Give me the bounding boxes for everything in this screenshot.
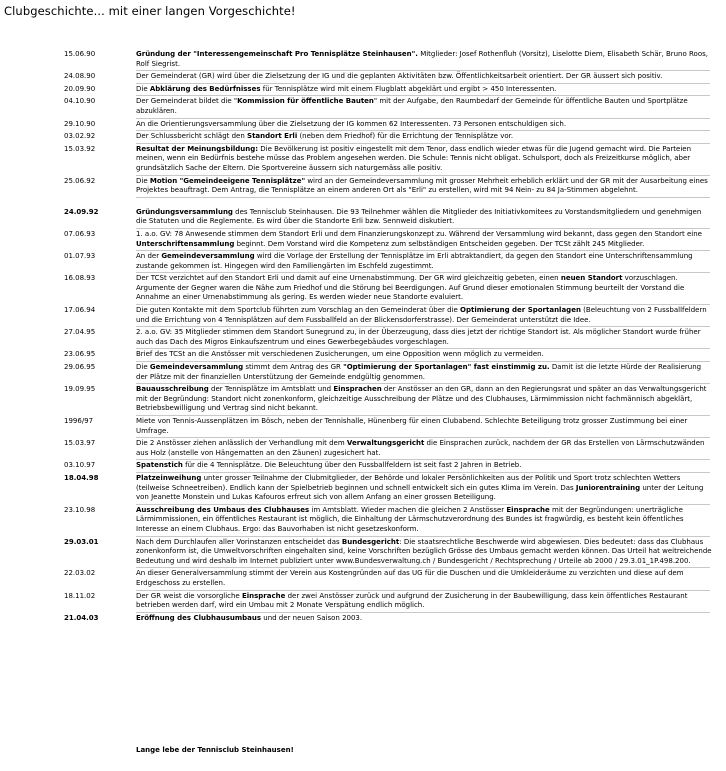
entry-date: 23.10.98	[64, 505, 96, 514]
timeline-entry	[0, 177, 726, 196]
timeline-entry	[0, 385, 726, 414]
entry-text	[136, 274, 714, 303]
entry-date: 25.06.92	[64, 176, 96, 185]
timeline-entry	[0, 461, 726, 471]
entry-date: 04.10.90	[64, 97, 96, 106]
entry-text	[136, 252, 714, 271]
entry-date: 27.04.95	[64, 328, 96, 337]
entry-text-segment: Mitglieder: Josef Rothenfluh (Vorsitz), Liselotte Diem, Elisabeth Schär, Bruno Roos, Rolf Siegrist.	[136, 50, 708, 68]
entry-divider	[136, 304, 710, 305]
entry-text-highlight: Gründung der "Interessengemeinschaft Pro Tennisplätze Steinhausen".	[136, 50, 418, 58]
entry-text-segment: An die Orientierungsversammlung über die Zielsetzung der IG kommen 62 Interessenten. 73 Personen entschuldigen sich.	[136, 119, 567, 128]
timeline-entry	[0, 50, 726, 69]
entry-date: 19.09.95	[64, 385, 96, 394]
entry-text-segment: stimmt dem Antrag des GR	[243, 363, 344, 372]
entry-date: 15.03.97	[64, 439, 96, 448]
entry-text-segment: An dieser Generalversammlung stimmt der Verein aus Kostengründen auf das UG für die Duschen und die Umkleideräume zu verzichten und diese auf dem Erdgeschoss zu erstellen.	[136, 569, 684, 587]
entry-text	[136, 350, 714, 360]
entry-text-segment: (neben dem Friedhof) für die Errichtung der Tennisplätze vor.	[297, 132, 514, 141]
entry-text-highlight: Bundesgericht	[341, 537, 400, 546]
entry-text	[136, 614, 714, 624]
entry-text-segment: Der Gemeinderat (GR) wird über die Zielsetzung der IG und die geplanten Aktivitäten bzw. Öffentlichkeitsarbeit orientiert. Der GR äussert sich positiv.	[136, 72, 663, 81]
entry-text-segment: im Amtsblatt. Wieder machen die gleichen 2 Anstösser	[309, 505, 507, 514]
entry-divider	[136, 415, 710, 416]
timeline-entry	[0, 592, 726, 611]
entry-text-highlight: Gründungsversammlung	[136, 207, 233, 216]
entry-text-segment: Die guten Kontakte mit dem Sportclub führten zum Vorschlag an den Gemeinderat über die	[136, 306, 461, 315]
timeline-entry	[0, 97, 726, 116]
entry-date: 29.03.01	[64, 537, 99, 546]
entry-text	[136, 538, 714, 567]
entry-text-highlight: Motion "Gemeindeeigene Tennisplätze"	[149, 176, 306, 185]
entry-text	[136, 120, 714, 130]
entry-date: 15.06.90	[64, 50, 96, 58]
entry-text-segment: 1. a.o. GV: 78 Anwesende stimmen dem Standort Erli und dem Finanzierungskonzept zu. Während der Versammlung wird bekannt, dass gegen den Standort eine	[136, 229, 702, 238]
entry-text-segment: Die 2 Anstösser ziehen anlässlich der Verhandlung mit dem	[136, 439, 347, 448]
page-title: Clubgeschichte... mit einer langen Vorgeschichte!	[4, 4, 296, 18]
entry-text-segment: Die Bevölkerung ist positiv eingestellt mit dem Tenor, dass endlich wieder etwas für die Jugend gemacht wird. Die Parteien meinen, wenn ein Bedürfnis bestehe müsse das Problem angesehen werden. Die Schule: Tennis nicht obligat. Schulsport, doch als Freizeitkurse möglich, aber grundsätzlich Sache der Eltern. Die Sportvereine äussern sich naturgemäss alle positiv.	[136, 144, 692, 172]
entry-text-segment: der zwei Anstösser zurück und aufgrund der Zusicherung in der Baubewilligung, dass kein öffentliches Restaurant betrieben werden darf, wird ein Umbau mit 2 Monate Verspätung endlich möglich.	[136, 591, 688, 610]
entry-text	[136, 145, 714, 174]
timeline-entry	[0, 474, 726, 503]
timeline-entry	[0, 538, 726, 567]
entry-text-segment: Nach dem Durchlaufen aller Vorinstanzen entscheidet das	[136, 537, 342, 546]
entry-text	[136, 230, 714, 249]
timeline-entry	[0, 72, 726, 82]
entry-text-highlight: Platzeinweihung	[136, 473, 202, 482]
entry-text-highlight: Optimierung der Sportanlagen	[460, 306, 581, 315]
entry-text-highlight: Eröffnung des Clubhausumbaus	[136, 613, 262, 622]
entry-text-segment: 2. a.o. GV: 35 Mitglieder stimmen dem Standort Sunegrund zu, in der Überzeugung, dass dies jetzt der richtige Standort ist. Als möglicher Standort wurde früher auch das Dach des Migros Einkaufszentrum und eines Gewerbegebäudes vorgeschlagen.	[136, 328, 701, 346]
entry-date: 17.06.94	[64, 306, 96, 315]
entry-text-highlight: Unterschriftensammlung	[136, 239, 235, 248]
entry-divider	[136, 361, 710, 362]
timeline-entry	[0, 274, 726, 303]
entry-text-highlight: neuen Standort	[560, 274, 623, 283]
entry-date: 01.07.93	[64, 252, 96, 261]
entry-text-segment: An der	[136, 252, 162, 261]
entry-date: 07.06.93	[64, 229, 96, 238]
entry-text-highlight: Bauausschreibung	[136, 385, 209, 394]
entry-text	[136, 569, 714, 588]
entry-text	[136, 439, 714, 458]
entry-text-segment: Die	[136, 84, 150, 93]
entry-text	[136, 363, 714, 382]
entry-text-segment: Der GR weist die vorsorgliche	[136, 591, 242, 600]
entry-date: 1996/97	[64, 417, 94, 425]
entry-divider	[136, 250, 710, 251]
entry-text-segment: unter grosser Teilnahme der Clubmitglieder, der Behörde und lokaler Persönlichkeiten aus der Politik und Sport trotz schlechten Wetters (teilweise Schneetreiben). Endlich kann der Spielbetrieb beginnen und schnell entwickelt sich ein gutes Klima im Verein. Das	[136, 473, 681, 492]
entry-divider	[136, 175, 710, 176]
entry-text-segment: der Tennisplätze im Amtsblatt und	[208, 385, 334, 394]
entry-text-segment: beginnt. Dem Vorstand wird die Kompetenz zum selbständigen Entscheiden gegeben. Der TCSt zählt 245 Mitglieder.	[234, 239, 645, 248]
entry-text-highlight: Spatenstich	[136, 461, 183, 470]
entry-divider	[136, 590, 710, 591]
entry-text-segment: Damit ist die letzte Hürde der Realisierung der Plätze mit der finanziellen Unterstützung der Gemeinde endgültig genommen.	[136, 363, 702, 381]
entry-divider	[136, 536, 710, 537]
entry-date: 23.06.95	[64, 350, 96, 359]
entry-text-segment: wird die Vorlage der Erstellung der Tennisplätze im Erli abtraktandiert, da gegen den Standort eine Unterschriftensammlung zustande gekommen ist. Hingegen wird den Familiengärten im Eschfeld zugestimmt.	[136, 252, 693, 270]
timeline-entry	[0, 252, 726, 271]
entry-text	[136, 306, 714, 325]
entry-text-segment: wird an der Gemeindeversammlung mit grosser Mehrheit erheblich erklärt und der GR mit der Ausarbeitung eines Projektes beauftragt. Dem Antrag, die Tennisplätze an einem anderen Ort als "Erli" zu erstellen, wird mit 94 Nein- zu 84 Ja-Stimmen abgelehnt.	[136, 176, 708, 195]
entry-text-segment: die Einsprachen zurück, nachdem der GR das Erstellen von Lärmschutzwänden aus Holz (anstelle von Hängematten an den Zäunen) zugesichert hat.	[136, 439, 705, 457]
entry-date: 15.03.92	[64, 144, 96, 153]
entry-text-highlight: Einsprache	[506, 505, 550, 514]
timeline-entry	[0, 306, 726, 325]
timeline-entry	[0, 145, 726, 174]
entry-text-highlight: "Optimierung der Sportanlagen" fast einstimmig zu.	[343, 363, 550, 372]
entry-divider	[136, 95, 710, 96]
entry-text	[136, 177, 714, 196]
closing-line: Lange lebe der Tennisclub Steinhausen!	[136, 746, 294, 754]
entry-date: 03.10.97	[64, 461, 96, 470]
entry-text-segment: Brief des TCSt an die Anstösser mit verschiedenen Zusicherungen, um eine Opposition wenn möglich zu vermeiden.	[136, 350, 544, 359]
entry-text-segment: : Die staatsrechtliche Beschwerde wird abgewiesen. Dies bedeutet: dass das Clubhaus zonenkonform ist, die Umweltvorschriften eingehalten sind, keine Vorschriften bezüglich Grösse des Umbaus gemacht werden können. Das Urteil hat weitreichende Bedeutung und wird deshalb im Internet publiziert unter www.Bundesverwaltung.ch / Bundesgericht / Rechtsprechung / Urteile ab 2000 / 29.3.01_1P.498.200.	[136, 537, 712, 565]
entry-divider	[136, 504, 710, 505]
entry-divider	[136, 197, 710, 198]
entry-divider	[136, 130, 710, 131]
entry-text-highlight: Gemeindeversammlung	[161, 252, 255, 261]
timeline-list	[0, 50, 726, 623]
entry-text-highlight: Einsprachen	[333, 385, 382, 394]
entry-text-segment: Der TCSt verzichtet auf den Standort Erli und damit auf eine Urnenabstimmung. Der GR wird gleichzeitig gebeten, einen	[136, 274, 561, 283]
entry-text-highlight: Einsprache	[241, 591, 286, 600]
entry-divider	[136, 143, 710, 144]
entry-divider	[136, 567, 710, 568]
entry-date: 16.08.93	[64, 274, 96, 283]
entry-text-segment: und der neuen Saison 2003.	[261, 613, 363, 622]
entry-divider	[136, 472, 710, 473]
timeline-entry	[0, 350, 726, 360]
entry-text-segment: für Tennisplätze wird mit einem Flugblatt abgeklärt und ergibt > 450 Interessenten.	[260, 84, 557, 93]
entry-text-segment: unter der Leitung von Jeanette Monstein und Lukas Kafouros erfreut sich von allem Anfang an einer grossen Beteiligung.	[136, 483, 704, 502]
timeline-entry	[0, 85, 726, 95]
entry-text-segment: vorzuschlagen. Argumente der Gegner waren die Nähe zum Friedhof und die Störung bei Beerdigungen. Auf Grund dieser emotionalen Stimmung beurteilt der Vorstand die Annahme an einer Urnenabstimmung als gering. Es werden wieder neue Standorte evaluiert.	[136, 274, 685, 302]
entry-text	[136, 72, 714, 82]
entry-text-highlight: Verwaltungsgericht	[346, 439, 425, 448]
timeline-entry	[0, 230, 726, 249]
entry-text-highlight: Resultat der Meinungsbildung:	[136, 144, 259, 153]
entry-text	[136, 132, 714, 142]
entry-date: 18.04.98	[64, 473, 99, 482]
entry-text-segment: für die 4 Tennisplätze. Die Beleuchtung über den Fussballfeldern ist seit fast 2 Jahren in Betrieb.	[182, 461, 522, 470]
entry-text-segment: des Tennisclub Steinhausen. Die 93 Teilnehmer wählen die Mitglieder des Initiativkomitees zu Vorstandsmitgliedern und genehmigen die Statuten und die Reglemente. Es wird über die Standorte Erli bzw. Sennweid diskutiert.	[136, 207, 702, 226]
timeline-entry	[0, 328, 726, 347]
entry-date: 22.03.02	[64, 569, 96, 578]
entry-divider	[136, 272, 710, 273]
entry-text	[136, 506, 714, 535]
entry-divider	[136, 228, 710, 229]
entry-date: 24.08.90	[64, 72, 96, 81]
entry-text	[136, 592, 714, 611]
entry-text-segment: mit der Begründungen: unerträgliche Lärmimmissionen, ein öffentliches Restaurant ist möglich, die Einhaltung der Lärmschutzverordnung des Bundes ist fragwürdig, es besteht kein öffentliches Interesse an einem Clubhaus. Ergo: das Bauvorhaben ist nicht gesetzeskonform.	[136, 505, 684, 533]
entry-date: 29.10.90	[64, 119, 96, 128]
entry-divider	[136, 612, 710, 613]
entry-text	[136, 385, 714, 414]
entry-divider	[136, 459, 710, 460]
entry-text	[136, 85, 714, 95]
timeline-entry	[0, 363, 726, 382]
entry-text-highlight: Standort Erli	[247, 132, 298, 141]
entry-text-highlight: Gemeindeversammlung	[149, 363, 244, 372]
entry-text-highlight: Juniorentraining	[575, 483, 641, 492]
entry-text	[136, 50, 714, 69]
entry-divider	[136, 83, 710, 84]
entry-date: 29.06.95	[64, 363, 96, 372]
timeline-entry	[0, 439, 726, 458]
entry-text-segment: der Anstösser an den GR, dann an den Regierungsrat und später an das Verwaltungsgericht mit der Begründung: Standort nicht zonenkonform, gleichzeitige Ausschreibung der Plätze und des Clubhauses, Lärmimmission nicht fachmännisch abgeklärt, Betriebsbewilligung und Vertrag sind nicht bekannt.	[136, 385, 707, 413]
timeline-entry	[0, 614, 726, 624]
entry-text-segment: Die	[136, 363, 150, 372]
entry-text	[136, 461, 714, 471]
entry-text-segment: " mit der Aufgabe, den Raumbedarf der Gemeinde für öffentliche Bauten und Sportplätze abzuklären.	[136, 97, 688, 115]
timeline-entry	[0, 208, 726, 227]
entry-date: 18.11.02	[64, 591, 96, 600]
entry-text-segment: Der Gemeinderat bildet die "	[136, 97, 238, 106]
entry-text	[136, 474, 714, 503]
entry-text-highlight: Abklärung des Bedürfnisses	[149, 84, 261, 93]
entry-text	[136, 417, 714, 436]
entry-divider	[136, 348, 710, 349]
entry-text-highlight: Kommission für öffentliche Bauten	[237, 97, 374, 106]
entry-date: 21.04.03	[64, 613, 99, 622]
entry-divider	[136, 383, 710, 384]
entry-text	[136, 97, 714, 116]
entry-text-segment: (Beleuchtung von 2 Fussballfeldern und die Errichtung von 4 Tennisplätzen auf dem Fussballfeld an der Blickensdorferstrasse). Der Gemeinderat unterstützt die Idee.	[136, 306, 707, 324]
timeline-entry	[0, 417, 726, 436]
entry-text-segment: Die	[136, 176, 150, 185]
timeline-entry	[0, 132, 726, 142]
entry-text-segment: Der Schlussbericht schlägt den	[136, 132, 248, 141]
entry-text-highlight: Ausschreibung des Umbaus des Clubhauses	[136, 505, 310, 514]
entry-date: 20.09.90	[64, 84, 96, 93]
entry-text-segment: Miete von Tennis-Aussenplätzen im Bösch, neben der Tennishalle, Hünenberg für einen Clubabend. Schlechte Beteiligung trotz grosser Zustimmung bei einer Umfrage.	[136, 417, 688, 435]
timeline-entry	[0, 120, 726, 130]
entry-text	[136, 208, 714, 227]
entry-date: 03.02.92	[64, 132, 96, 141]
timeline-entry	[0, 569, 726, 588]
timeline-entry	[0, 506, 726, 535]
entry-date: 24.09.92	[64, 207, 99, 216]
entry-divider	[136, 118, 710, 119]
entry-divider	[136, 437, 710, 438]
entry-text	[136, 328, 714, 347]
